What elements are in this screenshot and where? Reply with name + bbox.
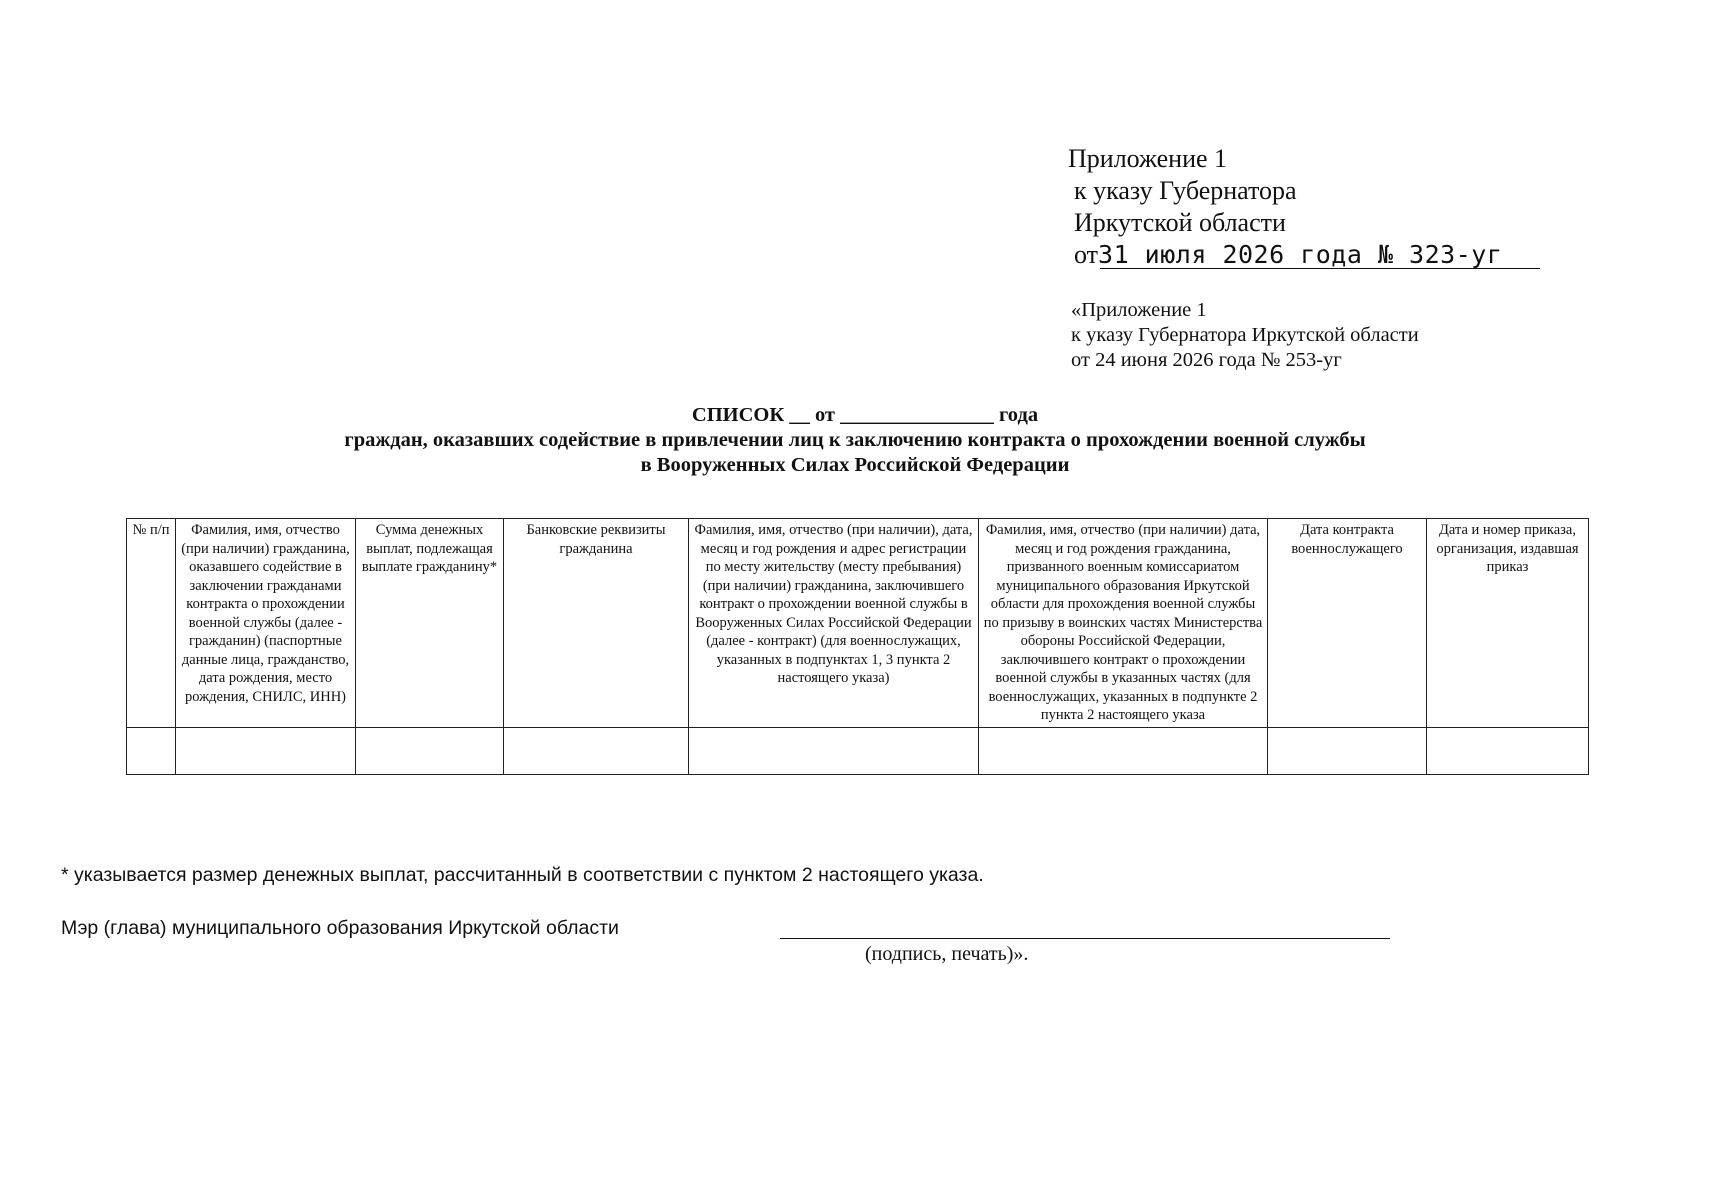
appendix-decree-ref: к указу Губернатора: [1074, 176, 1297, 205]
title-list-line: СПИСОК __ от _______________ года: [691, 404, 1039, 426]
appendix-title: Приложение 1: [1068, 144, 1228, 173]
table-cell[interactable]: [127, 727, 176, 774]
table-cell[interactable]: [504, 727, 689, 774]
col-header-order-info: Дата и номер приказа, организация, издавшая приказ: [1427, 519, 1589, 728]
col-header-bank-details: Банковские реквизиты гражданина: [504, 519, 689, 728]
col-header-number: № п/п: [127, 519, 176, 728]
col-header-conscript-citizen: Фамилия, имя, отчество (при наличии) дата, месяц и год рождения гражданина, призванного военным комиссариатом муниципального образования Иркутской области для прохождения военной службы по призыву в воинских частях Министерства обороны Российской Федерации, заключившего контракт о прохождении военной службы в указанных частях (для военнослужащих, указанных в подпункте 2 пункта 2 настоящего указа: [979, 519, 1268, 728]
title-forces-line: в Вооруженных Силах Российской Федерации: [640, 454, 1070, 476]
table-row: [127, 727, 1589, 774]
appendix-order-line: [1068, 239, 1528, 271]
col-header-contract-date: Дата контракта военнослужащего: [1268, 519, 1427, 728]
order-underline: [1100, 268, 1540, 269]
table-header-row: [127, 519, 1589, 728]
appendix-region: Иркутской области: [1074, 208, 1286, 237]
col-header-assisting-citizen: Фамилия, имя, отчество (при наличии) гражданина, оказавшего содействие в заключении гражданами контракта о прохождении военной службы (далее - гражданин) (паспортные данные лица, гражданство, дата рождения, место рождения, СНИЛС, ИНН): [176, 519, 356, 728]
order-date-number: 31 июля 2026 года № 323-уг: [1098, 240, 1503, 269]
table-cell[interactable]: [356, 727, 504, 774]
signature-line: [780, 938, 1390, 939]
table-cell[interactable]: [689, 727, 979, 774]
table-cell[interactable]: [979, 727, 1268, 774]
previous-appendix-decree: к указу Губернатора Иркутской области: [1071, 324, 1419, 346]
citizens-table: [126, 518, 1589, 775]
previous-appendix-date: от 24 июня 2026 года № 253-уг: [1071, 349, 1342, 371]
previous-appendix: [1071, 298, 1531, 373]
signatory-label: Мэр (глава) муниципального образования Иркутской области: [61, 917, 619, 939]
col-header-contract-citizen: Фамилия, имя, отчество (при наличии), дата, месяц и год рождения и адрес регистрации по месту жительству (месту пребывания) (при наличии) гражданина, заключившего контракт о прохождении военной службы в Вооруженных Силах Российской Федерации (далее - контракт) (для военнослужащих, указанных в подпунктах 1, 3 пункта 2 настоящего указа): [689, 519, 979, 728]
table-cell[interactable]: [176, 727, 356, 774]
appendix-header: [1068, 143, 1528, 271]
previous-appendix-title: «Приложение 1: [1071, 299, 1207, 321]
order-prefix: от: [1074, 240, 1099, 269]
payment-footnote: * указывается размер денежных выплат, рассчитанный в соответствии с пунктом 2 настоящего указа.: [61, 864, 984, 886]
table-cell[interactable]: [1268, 727, 1427, 774]
signature-caption: (подпись, печать)».: [865, 943, 1029, 965]
col-header-payment-amount: Сумма денежных выплат, подлежащая выплате гражданину*: [356, 519, 504, 728]
title-subject-line: граждан, оказавших содействие в привлечении лиц к заключению контракта о прохождении военной службы: [344, 429, 1366, 451]
document-title: [0, 403, 1710, 478]
table-cell[interactable]: [1427, 727, 1589, 774]
